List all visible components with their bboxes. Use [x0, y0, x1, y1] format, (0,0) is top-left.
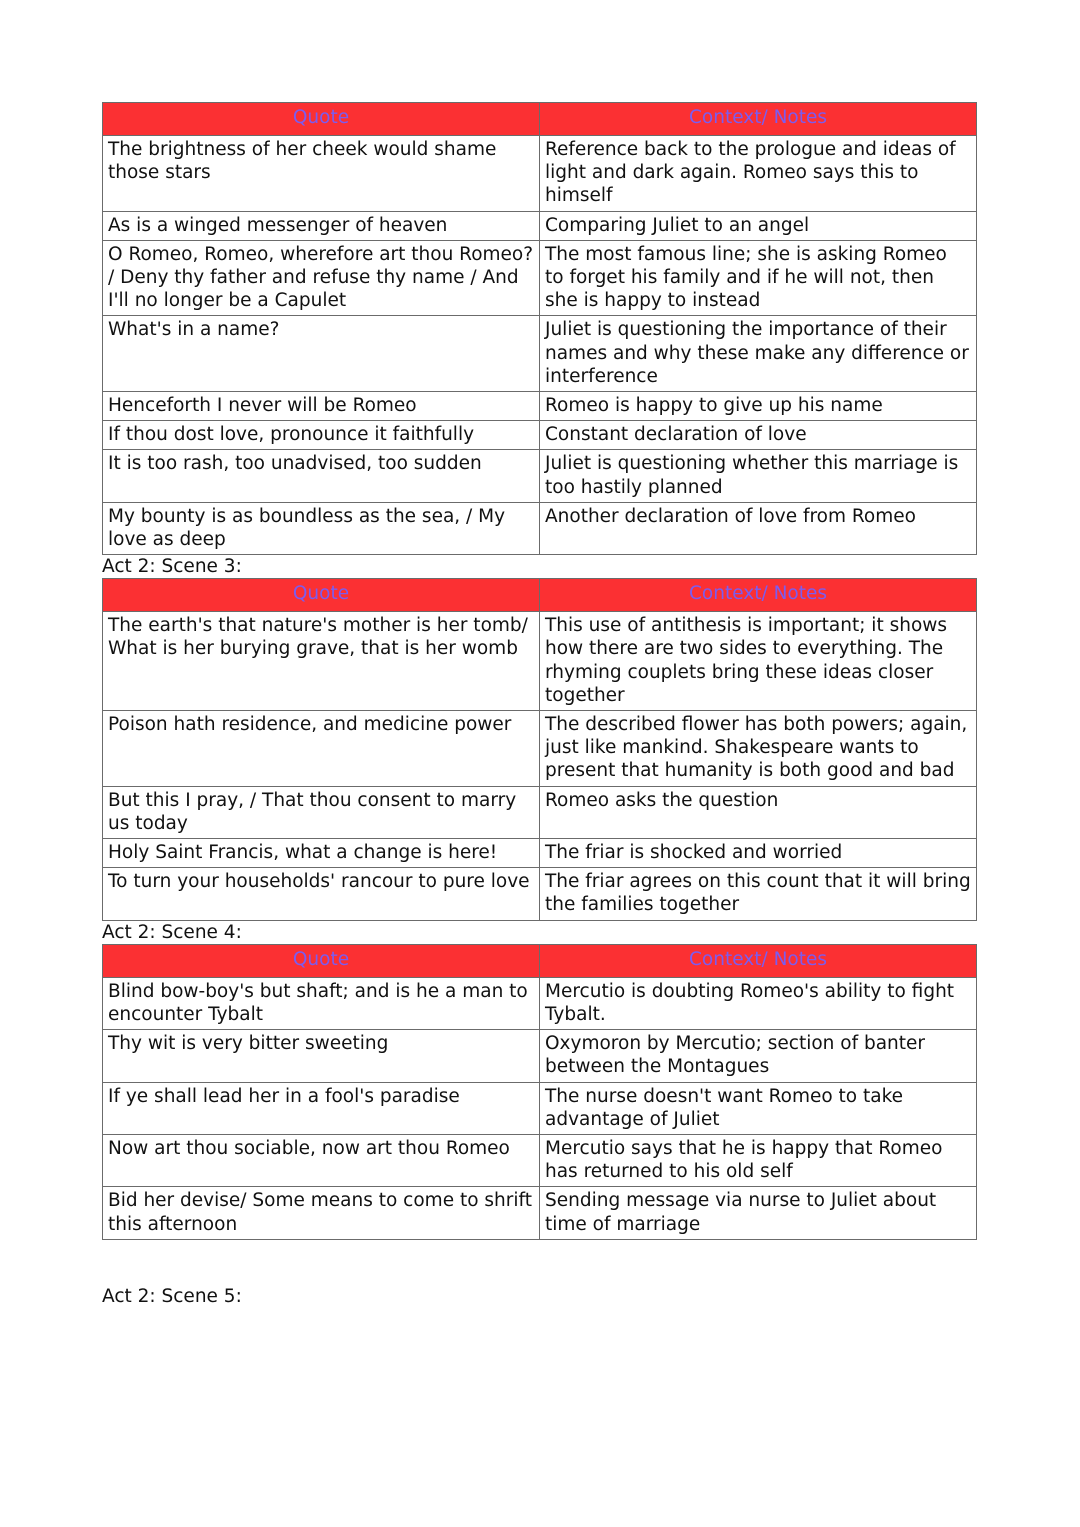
spacer	[102, 1240, 977, 1285]
table-row	[103, 977, 977, 1029]
table-row	[103, 839, 977, 868]
quote-cell: If thou dost love, pronounce it faithfully	[103, 421, 540, 450]
quote-cell: If ye shall lead her in a fool's paradise	[103, 1082, 540, 1134]
notes-cell: Juliet is questioning whether this marriage is too hastily planned	[540, 450, 977, 502]
table-row	[103, 316, 977, 392]
header-notes: Context/ Notes	[540, 944, 977, 977]
table-row	[103, 392, 977, 421]
notes-cell: Comparing Juliet to an angel	[540, 211, 977, 240]
quote-cell: Now art thou sociable, now art thou Romeo	[103, 1134, 540, 1186]
document-page	[102, 102, 977, 1308]
table-row	[103, 711, 977, 787]
notes-cell: Another declaration of love from Romeo	[540, 502, 977, 554]
notes-cell: Romeo is happy to give up his name	[540, 392, 977, 421]
quote-cell: To turn your households' rancour to pure love	[103, 868, 540, 920]
header-quote: Quote	[103, 944, 540, 977]
notes-cell: The friar is shocked and worried	[540, 839, 977, 868]
header-notes: Context/ Notes	[540, 103, 977, 136]
table-row	[103, 612, 977, 711]
table-row	[103, 136, 977, 212]
quote-cell: Blind bow-boy's but shaft; and is he a man to encounter Tybalt	[103, 977, 540, 1029]
table-row	[103, 1134, 977, 1186]
notes-cell: The friar agrees on this count that it will bring the families together	[540, 868, 977, 920]
quote-cell: The brightness of her cheek would shame those stars	[103, 136, 540, 212]
table-header-row	[103, 944, 977, 977]
table-row	[103, 450, 977, 502]
notes-cell: Juliet is questioning the importance of their names and why these make any difference or interference	[540, 316, 977, 392]
notes-cell: The nurse doesn't want Romeo to take advantage of Juliet	[540, 1082, 977, 1134]
quote-cell: My bounty is as boundless as the sea, / My love as deep	[103, 502, 540, 554]
notes-cell: Mercutio says that he is happy that Romeo has returned to his old self	[540, 1134, 977, 1186]
quote-cell: O Romeo, Romeo, wherefore art thou Romeo? / Deny thy father and refuse thy name / And I'll no longer be a Capulet	[103, 240, 540, 316]
scene-5-heading: Act 2: Scene 5:	[102, 1285, 242, 1307]
quote-cell: What's in a name?	[103, 316, 540, 392]
header-notes: Context/ Notes	[540, 579, 977, 612]
notes-cell: The most famous line; she is asking Romeo to forget his family and if he will not, then she is happy to instead	[540, 240, 977, 316]
quote-cell: It is too rash, too unadvised, too sudden	[103, 450, 540, 502]
notes-cell: Reference back to the prologue and ideas of light and dark again. Romeo says this to himself	[540, 136, 977, 212]
table-row	[103, 1082, 977, 1134]
quote-cell: Thy wit is very bitter sweeting	[103, 1030, 540, 1082]
quote-cell: But this I pray, / That thou consent to marry us today	[103, 786, 540, 838]
scene-3-heading: Act 2: Scene 3:	[102, 556, 242, 578]
quote-table-scene-2	[102, 102, 977, 555]
quote-table-scene-4	[102, 944, 977, 1240]
quote-cell: Bid her devise/ Some means to come to shrift this afternoon	[103, 1187, 540, 1239]
quote-table-scene-3	[102, 578, 977, 920]
notes-cell: Sending message via nurse to Juliet about time of marriage	[540, 1187, 977, 1239]
table-row	[103, 502, 977, 554]
notes-cell: Oxymoron by Mercutio; section of banter between the Montagues	[540, 1030, 977, 1082]
quote-cell: Holy Saint Francis, what a change is here!	[103, 839, 540, 868]
quote-cell: Poison hath residence, and medicine power	[103, 711, 540, 787]
notes-cell: The described flower has both powers; again, just like mankind. Shakespeare wants to present that humanity is both good and bad	[540, 711, 977, 787]
quote-cell: As is a winged messenger of heaven	[103, 211, 540, 240]
table-header-row	[103, 579, 977, 612]
table-row	[103, 786, 977, 838]
notes-cell: Romeo asks the question	[540, 786, 977, 838]
header-quote: Quote	[103, 579, 540, 612]
table-row	[103, 1030, 977, 1082]
table-row	[103, 421, 977, 450]
table-row	[103, 1187, 977, 1239]
notes-cell: This use of antithesis is important; it shows how there are two sides to everything. The rhyming couplets bring these ideas closer together	[540, 612, 977, 711]
quote-cell: The earth's that nature's mother is her tomb/ What is her burying grave, that is her womb	[103, 612, 540, 711]
quote-cell: Henceforth I never will be Romeo	[103, 392, 540, 421]
scene-4-heading: Act 2: Scene 4:	[102, 921, 242, 943]
table-row	[103, 211, 977, 240]
notes-cell: Mercutio is doubting Romeo's ability to fight Tybalt.	[540, 977, 977, 1029]
table-header-row	[103, 103, 977, 136]
notes-cell: Constant declaration of love	[540, 421, 977, 450]
header-quote: Quote	[103, 103, 540, 136]
table-row	[103, 868, 977, 920]
table-row	[103, 240, 977, 316]
